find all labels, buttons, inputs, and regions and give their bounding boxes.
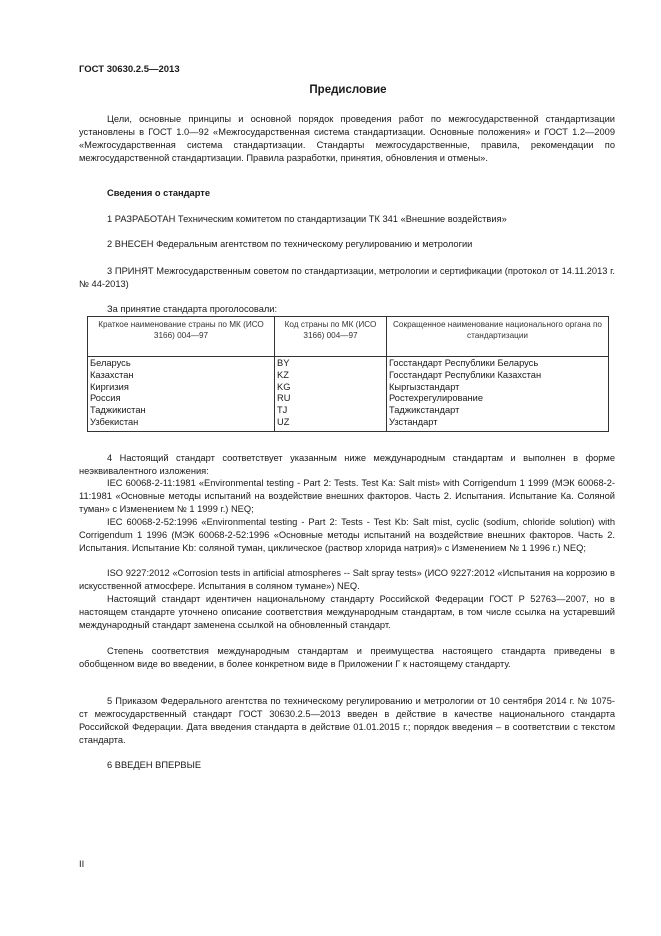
page-title: Предисловие: [309, 84, 387, 96]
country-code: RU: [277, 393, 291, 404]
reference-iec-60068-2-11: IEC 60068-2-11:1981 «Environmental testing - Part 2: Tests. Test Ka: Salt mist» with Corrigendum 1 1999 (МЭК 60068-2-11:1981 «Основные методы испытаний на воздействие внешних факторов. Часть 2. Испытания. Испытание Ка. Соляной туман» с Изменением № 1 1999 г.) NEQ;: [79, 478, 615, 514]
reference-iec-60068-2-52: IEC 60068-2-52:1996 «Environmental testing - Part 2: Tests - Test Kb: Salt mist, cyclic (sodium, chloride solution) with Corrigendum 1 1996 (МЭК 60068-2-52:1996 «Основные методы испытаний на воздействие внешних факторов. Часть 2. Испытания. Испытание Kb: соляной туман, циклическое (раствор хлорида натрия)» с Изменением № 1 1996 г.) NEQ;: [79, 517, 615, 553]
country-names-cell: [88, 357, 275, 432]
standards-body: Госстандарт Республики Беларусь: [389, 358, 539, 368]
country-name: Россия: [90, 393, 121, 404]
standards-body: Ростехрегулирование: [389, 393, 484, 404]
standards-body: Таджикстандарт: [389, 405, 460, 416]
country-code: KG: [277, 381, 291, 392]
reference-iso-9227: ISO 9227:2012 «Corrosion tests in artificial atmospheres -- Salt spray tests» (ИСО 9227:2012 «Испытания на коррозию в искусственной атмосфере. Испытания в соляном тумане») NEQ.: [79, 568, 615, 591]
standards-bodies-cell: [387, 357, 609, 432]
header-country-name: Краткое наименование страны по МК (ИСО 3166) 004—97: [88, 317, 275, 357]
country-name: Таджикистан: [90, 405, 146, 416]
table-body-row: [88, 357, 609, 432]
item-developed: 1 РАЗРАБОТАН Техническим комитетом по стандартизации ТК 341 «Внешние воздействия»: [107, 214, 507, 224]
country-codes-cell: [275, 357, 387, 432]
standards-body: Узстандарт: [389, 416, 438, 427]
country-name: Киргизия: [90, 381, 129, 392]
section-title: Сведения о стандарте: [107, 188, 211, 198]
item-submitted: 2 ВНЕСЕН Федеральным агентством по техническому регулированию и метрологии: [107, 239, 473, 249]
country-name: Узбекистан: [90, 416, 139, 427]
header-standards-body: Сокращенное наименование национального органа по стандартизации: [387, 317, 609, 357]
vote-label: За принятие стандарта проголосовали:: [107, 304, 278, 314]
conformity-degree-note: Степень соответствия международным стандартам и преимущества настоящего стандарта приведены в обобщенном виде во введении, в более конкретном виде в Приложении Г к настоящему стандарту.: [79, 646, 615, 669]
table-header-row: [88, 317, 609, 357]
item-adopted: 3 ПРИНЯТ Межгосударственным советом по стандартизации, метрологии и сертификации (протокол от 14.11.2013 г. № 44-2013): [79, 266, 615, 289]
voting-table: [87, 316, 609, 432]
item-introduced-first: 6 ВВЕДЕН ВПЕРВЫЕ: [107, 760, 202, 770]
identity-note: Настоящий стандарт идентичен национальному стандарту Российской Федерации ГОСТ Р 52763—2007, но в настоящем стандарте уточнено описание соответствия международным стандартам, в том числе ссылка на устаревший международный стандарт заменена ссылкой на обновленный стандарт.: [79, 594, 615, 630]
country-code: UZ: [277, 416, 290, 427]
document-id-header: ГОСТ 30630.2.5—2013: [79, 64, 180, 75]
item-conformity-lead: 4 Настоящий стандарт соответствует указанным ниже международным стандартам и выполнен в форме неэквивалентного изложения:: [79, 453, 615, 476]
country-name: Беларусь: [90, 358, 131, 368]
standards-body: Кыргызстандарт: [389, 381, 460, 392]
country-code: TJ: [277, 405, 288, 416]
country-code: KZ: [277, 369, 289, 380]
item-enacted: 5 Приказом Федерального агентства по техническому регулированию и метрологии от 10 сентября 2014 г. № 1075-ст межгосударственный стандарт ГОСТ 30630.2.5—2013 введен в действие в качестве национального стандарта Российской Федерации. Дата введения стандарта в действие 01.01.2015 г.; порядок введения – в соответствии с текстом стандарта.: [79, 696, 615, 745]
header-country-code: Код страны по МК (ИСО 3166) 004—97: [275, 317, 387, 357]
standards-body: Госстандарт Республики Казахстан: [389, 369, 542, 380]
intro-paragraph: Цели, основные принципы и основной порядок проведения работ по межгосударственной стандартизации установлены в ГОСТ 1.0—92 «Межгосударственная система стандартизации. Основные положения» и ГОСТ 1.2—2009 «Межгосударственная система стандартизации. Стандарты межгосударственные, правила, рекомендации по межгосударственной стандартизации. Правила разработки, принятия, обновления и отмены».: [79, 114, 615, 163]
country-name: Казахстан: [90, 369, 134, 380]
page-number: II: [79, 859, 85, 869]
country-code: BY: [277, 358, 290, 368]
